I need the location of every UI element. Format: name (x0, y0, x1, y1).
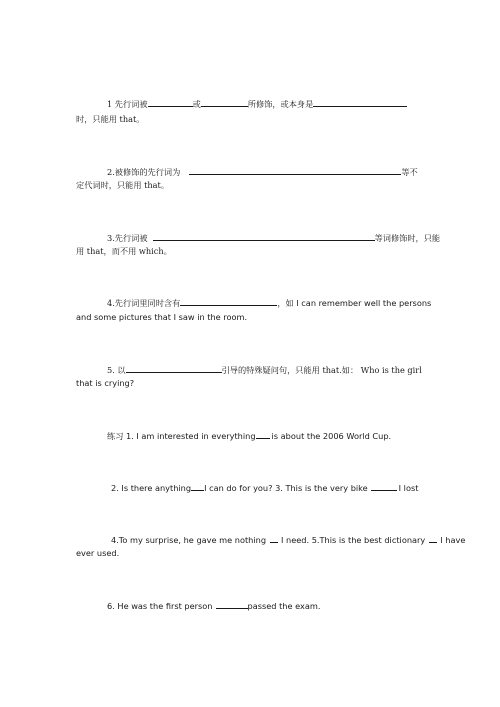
item-3-line-2: 用 that，而不用 which。 (76, 246, 172, 256)
item-1-text-a: 1 先行词被 (107, 99, 148, 109)
item-5-line-2: that is crying? (76, 378, 135, 388)
exercise-1-text-a: 练习 1. I am interested in everything (107, 431, 256, 441)
answer-blank[interactable] (189, 166, 401, 175)
exercise-2-text-a: 2. Is there anything (111, 483, 192, 493)
item-1-text-b: 或 (192, 99, 201, 109)
answer-blank[interactable] (153, 232, 375, 241)
item-3-text-b: 等词修饰时，只能 (374, 233, 441, 243)
answer-blank[interactable] (148, 98, 193, 107)
exercise-2-line (111, 482, 500, 494)
answer-blank[interactable] (216, 600, 248, 609)
answer-blank[interactable] (270, 534, 278, 543)
exercise-4-text-b: I need. 5.This is the best dictionary (281, 535, 426, 545)
item-5-line-1 (107, 364, 500, 376)
item-2-text-b: 等不 (401, 167, 418, 177)
item-2-text-a: 2.被修饰的先行词为 (107, 167, 181, 177)
exercise-2-text-b: I can do for you? 3. This is the very bike (204, 483, 368, 493)
item-1-line-2: 时，只能用 that。 (76, 114, 145, 124)
item-2-line-1 (107, 166, 500, 178)
answer-blank[interactable] (180, 297, 277, 306)
item-1-text-c: 所修饰，或本身是 (247, 99, 314, 109)
item-1-line-1 (107, 98, 500, 110)
item-4-line-1 (107, 297, 500, 309)
answer-blank[interactable] (371, 482, 397, 491)
answer-blank[interactable] (429, 534, 437, 543)
item-3-line-1 (107, 232, 500, 244)
answer-blank[interactable] (126, 364, 222, 373)
item-5-text-b: 引导的特殊疑问句，只能用 that.如： Who is the girl (221, 365, 422, 375)
answer-blank[interactable] (256, 430, 270, 439)
item-4-text-a: 4.先行词里同时含有 (107, 298, 181, 308)
exercise-6-text-b: passed the exam. (247, 601, 321, 611)
answer-blank[interactable] (191, 482, 204, 491)
exercise-6-line (107, 600, 500, 612)
exercise-1-line (107, 430, 500, 442)
item-4-line-2: and some pictures that I saw in the room. (76, 312, 248, 322)
exercise-4-text-c: I have (440, 535, 466, 545)
exercise-1-text-b: is about the 2006 World Cup. (271, 431, 392, 441)
item-3-text-a: 3.先行词被 (107, 233, 148, 243)
exercise-6-text-a: 6. He was the first person (107, 601, 213, 611)
exercise-4-line-2: ever used. (76, 548, 120, 558)
item-5-text-a: 5. 以 (107, 365, 126, 375)
answer-blank[interactable] (313, 98, 407, 107)
exercise-4-text-a: 4.To my surprise, he gave me nothing (111, 535, 267, 545)
item-2-line-2: 定代词时，只能用 that。 (76, 180, 170, 190)
exercise-4-line-1 (111, 534, 500, 546)
item-4-text-b: ，如 I can remember well the persons (277, 298, 432, 308)
exercise-2-text-c: I lost (398, 483, 419, 493)
answer-blank[interactable] (201, 98, 248, 107)
